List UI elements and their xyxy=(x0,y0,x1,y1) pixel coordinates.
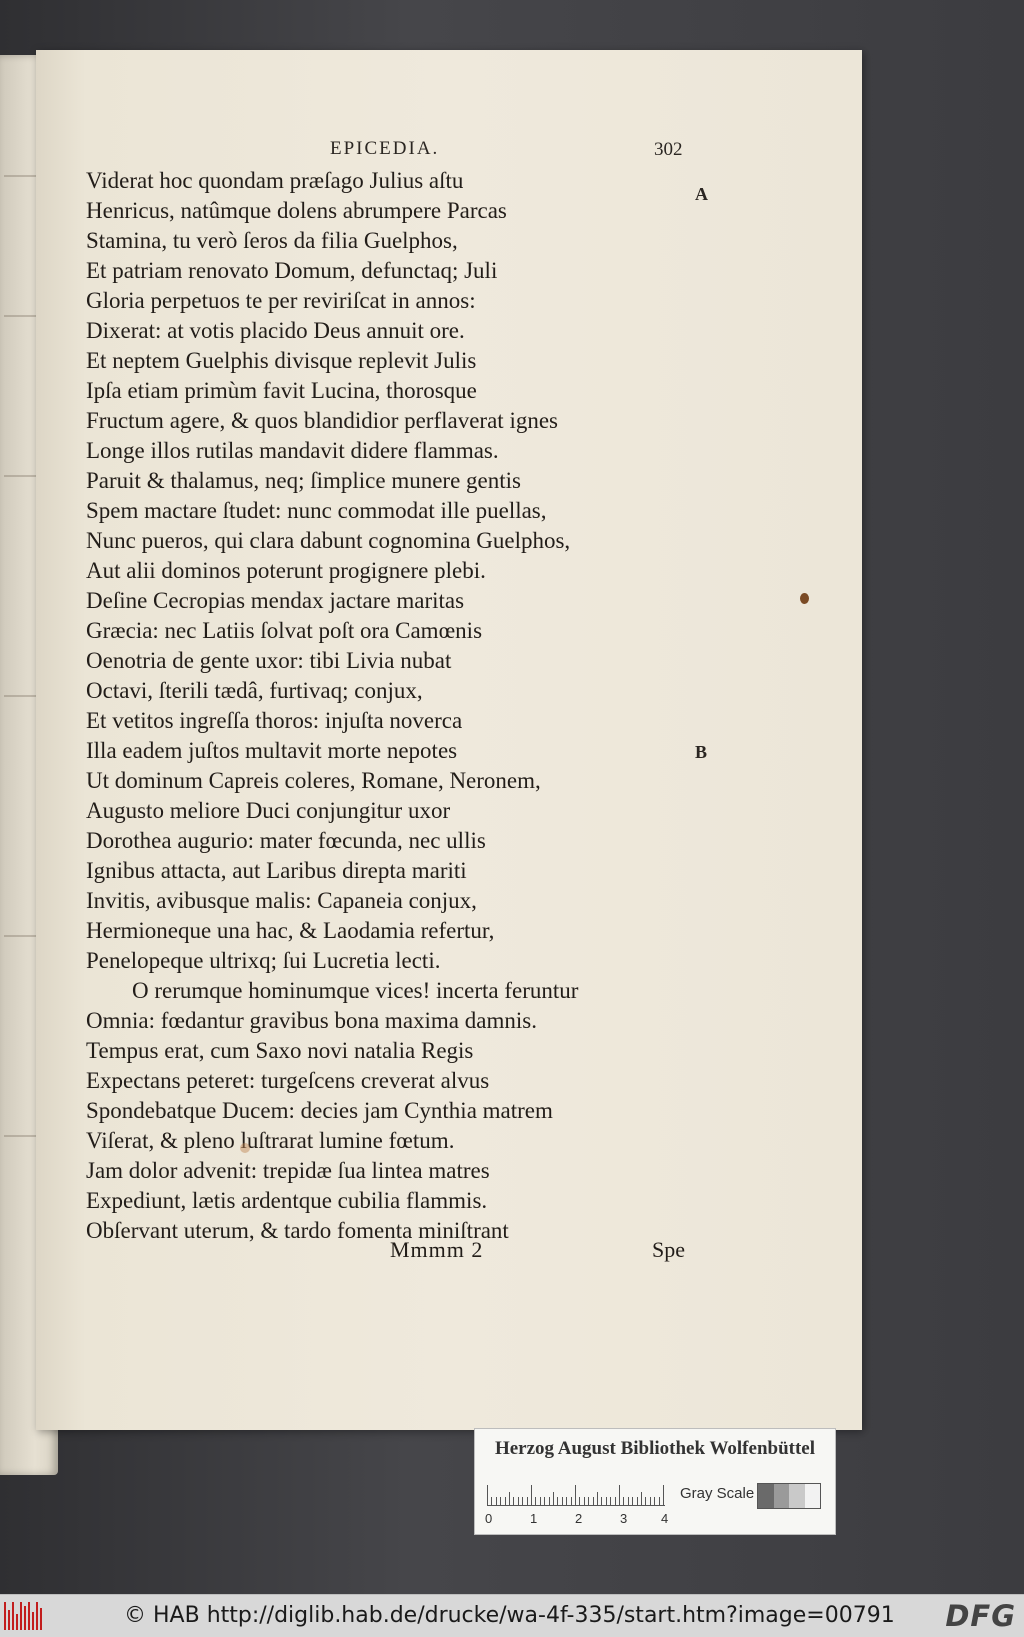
verse-line: Græcia: nec Latiis ſolvat poſt ora Camœnis xyxy=(86,618,483,643)
ruler-tick xyxy=(535,1497,536,1505)
ruler-label: 3 xyxy=(620,1511,628,1526)
ruler-tick xyxy=(518,1497,519,1505)
margin-mark-a: A xyxy=(695,184,708,204)
ruler-label: 0 xyxy=(485,1511,493,1526)
ruler-label: 4 xyxy=(661,1511,669,1526)
verse-line: Invitis, avibusque malis: Capaneia conjux, xyxy=(86,888,477,913)
verse-line: Jam dolor advenit: trepidæ ſua lintea matres xyxy=(86,1158,490,1183)
verse-line: Viſerat, & pleno luſtrarat lumine fœtum. xyxy=(86,1128,455,1153)
verse-line: Gloria perpetuos te per reviriſcat in annos: xyxy=(86,288,476,313)
verse-line: Viderat hoc quondam præſago Julius aſtu xyxy=(86,168,464,193)
verse-line: Et vetitos ingreſſa thoros: injuſta noverca xyxy=(86,708,463,733)
ruler-tick xyxy=(496,1497,497,1505)
ruler-tick xyxy=(654,1497,655,1505)
ruler-tick xyxy=(571,1497,572,1505)
ruler-tick xyxy=(500,1497,501,1505)
verse-line: Aut alii dominos poterunt progignere plebi. xyxy=(86,558,486,583)
signature-mark: Mmmm 2 xyxy=(390,1237,484,1262)
ruler-tick xyxy=(557,1497,558,1505)
ruler-tick xyxy=(487,1485,488,1505)
verse-line: Ipſa etiam primùm favit Lucina, thorosque xyxy=(86,378,477,403)
verse-line: Hermioneque una hac, & Laodamia refertur, xyxy=(86,918,495,943)
ruler-tick xyxy=(527,1497,528,1505)
page-number: 302 xyxy=(654,139,683,160)
ruler-tick xyxy=(610,1497,611,1505)
ruler-tick xyxy=(588,1497,589,1505)
ruler-tick xyxy=(553,1492,554,1505)
barcode-bar xyxy=(4,1602,6,1630)
ruler-tick xyxy=(566,1497,567,1505)
verse-line: Augusto meliore Duci conjungitur uxor xyxy=(86,798,451,823)
verse-line: Et patriam renovato Domum, defunctaq; Juli xyxy=(86,258,498,283)
ruler-tick xyxy=(579,1497,580,1505)
verse-line: Oenotria de gente uxor: tibi Livia nubat xyxy=(86,648,452,673)
ruler-tick xyxy=(562,1497,563,1505)
ruler-tick xyxy=(575,1485,576,1505)
gray-scale-label: Gray Scale xyxy=(680,1485,755,1502)
ruler xyxy=(487,1483,665,1506)
verse-line: Paruit & thalamus, neq; ſimplice munere gentis xyxy=(86,468,521,493)
color-scale-card xyxy=(474,1428,836,1535)
verse-line: Deſine Cecropias mendax jactare maritas xyxy=(86,588,465,613)
ruler-tick xyxy=(650,1497,651,1505)
barcode-bar xyxy=(28,1602,30,1630)
verse-line: Tempus erat, cum Saxo novi natalia Regis xyxy=(86,1038,474,1063)
verse-line: Octavi, ſterili tædâ, furtivaq; conjux, xyxy=(86,678,423,703)
ruler-tick xyxy=(619,1485,620,1505)
ruler-tick xyxy=(531,1485,532,1505)
ruler-tick xyxy=(540,1497,541,1505)
gray-scale-swatches xyxy=(757,1483,821,1509)
verse-line: Et neptem Guelphis divisque replevit Julis xyxy=(86,348,477,373)
swatch-mid xyxy=(774,1484,790,1508)
running-head: EPICEDIA. xyxy=(330,138,440,159)
swatch-dark xyxy=(758,1484,774,1508)
ruler-tick xyxy=(584,1497,585,1505)
verse-line: Spem mactare ſtudet: nunc commodat ille puellas, xyxy=(86,498,547,523)
verse-line: Stamina, tu verò ſeros da filia Guelphos, xyxy=(86,228,458,253)
ruler-tick xyxy=(641,1492,642,1505)
verse-line: Dorothea augurio: mater fœcunda, nec ullis xyxy=(86,828,486,853)
verse-line: Longe illos rutilas mandavit didere flammas. xyxy=(86,438,499,463)
barcode-bar xyxy=(16,1614,18,1630)
ruler-tick xyxy=(606,1497,607,1505)
verse-line: Obſervant uterum, & tardo fomenta miniſtrant xyxy=(86,1218,509,1243)
swatch-light xyxy=(789,1484,805,1508)
barcode-bar xyxy=(8,1610,10,1630)
ruler-tick xyxy=(549,1497,550,1505)
poem-text xyxy=(86,166,666,1246)
barcode-bar xyxy=(36,1602,38,1630)
barcode-bar xyxy=(40,1608,42,1630)
ruler-label: 1 xyxy=(530,1511,538,1526)
verse-line: Fructum agere, & quos blandidior perflaverat ignes xyxy=(86,408,558,433)
ruler-tick xyxy=(593,1497,594,1505)
ruler-tick xyxy=(637,1497,638,1505)
barcode-bar xyxy=(32,1612,34,1630)
library-name: Herzog August Bibliothek Wolfenbüttel xyxy=(494,1438,816,1459)
source-url-link[interactable]: http://diglib.hab.de/drucke/wa-4f-335/start.htm?image=00791 xyxy=(206,1603,895,1628)
paper-stain xyxy=(240,1143,250,1153)
barcode-bar xyxy=(12,1602,14,1630)
ruler-tick xyxy=(628,1497,629,1505)
ruler-tick xyxy=(615,1497,616,1505)
footer-bar xyxy=(0,1594,1024,1637)
ruler-tick xyxy=(509,1492,510,1505)
barcode-bar xyxy=(24,1606,26,1630)
ruler-tick xyxy=(522,1497,523,1505)
verse-line: Ut dominum Capreis coleres, Romane, Neronem, xyxy=(86,768,541,793)
ruler-tick xyxy=(663,1485,664,1505)
ruler-tick xyxy=(544,1497,545,1505)
verse-line: Illa eadem juſtos multavit morte nepotes xyxy=(86,738,458,763)
verse-line: Expectans peteret: turgeſcens creverat alvus xyxy=(86,1068,490,1093)
verse-line: Penelopeque ultrixq; ſui Lucretia lecti. xyxy=(86,948,441,973)
verse-line: Nunc pueros, qui clara dabunt cognomina Guelphos, xyxy=(86,528,571,553)
ruler-tick xyxy=(632,1497,633,1505)
dfg-logo: DFG xyxy=(945,1599,1016,1633)
hab-barcode-icon xyxy=(4,1602,44,1630)
ruler-tick xyxy=(645,1497,646,1505)
margin-mark-b: B xyxy=(695,742,708,762)
verse-line: Henricus, natûmque dolens abrumpere Parcas xyxy=(86,198,507,223)
catchword: Spe xyxy=(652,1237,685,1262)
verse-line: Expediunt, lætis ardentque cubilia flammis. xyxy=(86,1188,488,1213)
verse-line: Spondebatque Ducem: decies jam Cynthia matrem xyxy=(86,1098,553,1123)
verse-line: Dixerat: at votis placido Deus annuit ore. xyxy=(86,318,465,343)
ruler-label: 2 xyxy=(575,1511,583,1526)
ruler-tick xyxy=(505,1497,506,1505)
footer-credit xyxy=(124,1603,895,1628)
verse-line: O rerumque hominumque vices! incerta feruntur xyxy=(132,978,579,1003)
ruler-tick xyxy=(597,1492,598,1505)
ruler-tick xyxy=(601,1497,602,1505)
verse-line: Omnia: fœdantur gravibus bona maxima damnis. xyxy=(86,1008,537,1033)
copyright-text: © HAB xyxy=(124,1603,200,1628)
ruler-tick xyxy=(513,1497,514,1505)
ruler-tick xyxy=(623,1497,624,1505)
swatch-white xyxy=(805,1484,821,1508)
ink-stain xyxy=(800,593,809,604)
verse-line: Ignibus attacta, aut Laribus direpta mariti xyxy=(86,858,467,883)
ruler-tick xyxy=(491,1497,492,1505)
ruler-tick xyxy=(659,1497,660,1505)
barcode-bar xyxy=(20,1602,22,1630)
